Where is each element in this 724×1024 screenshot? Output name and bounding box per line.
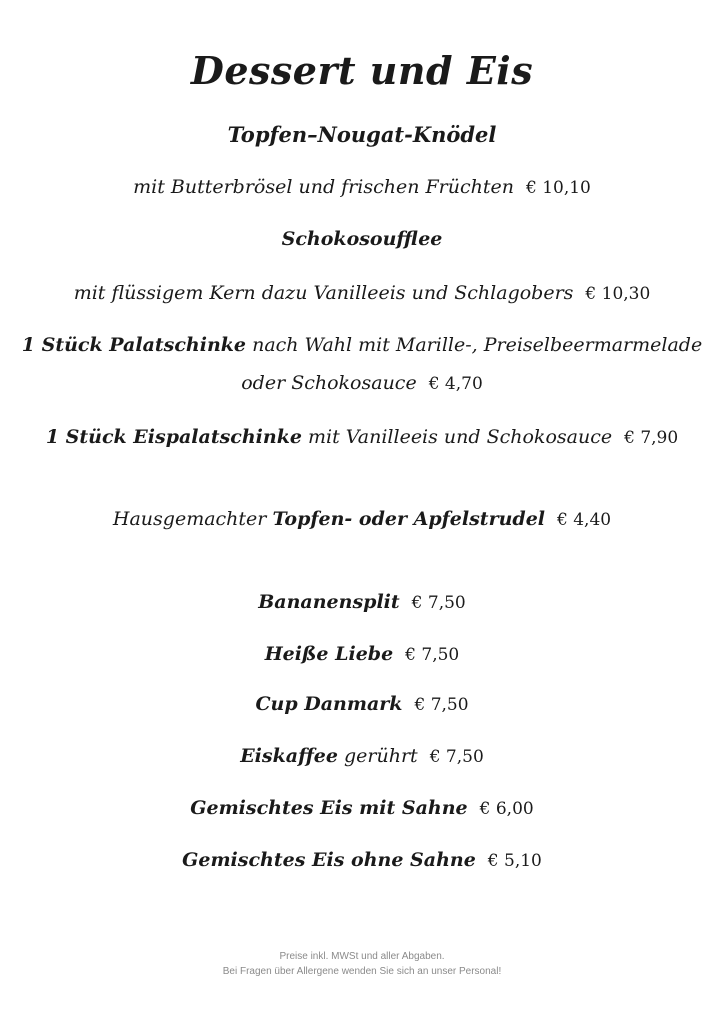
dish-name: Heiße Liebe <box>264 643 394 665</box>
dish-name: Eiskaffee <box>240 745 338 767</box>
menu-item-eis-ohne-sahne <box>0 849 724 871</box>
menu-item-knoedel-name <box>0 122 724 147</box>
dish-name: 1 Stück Eispalatschinke <box>45 426 302 448</box>
dish-description: gerührt <box>344 745 418 767</box>
dish-price: € 7,50 <box>429 747 484 767</box>
menu-item-knoedel-description <box>0 176 724 198</box>
dish-price: € 7,50 <box>411 593 466 613</box>
dish-name: Gemischtes Eis mit Sahne <box>190 797 468 819</box>
menu-item-souffle-name <box>0 228 724 250</box>
dish-prefix: Hausgemachter <box>112 508 267 530</box>
footer-note <box>0 949 724 979</box>
menu-item-souffle-description <box>0 282 724 304</box>
dish-price: € 7,90 <box>624 428 679 448</box>
menu-item-cup-danmark <box>0 693 724 715</box>
dish-price: € 7,50 <box>405 645 460 665</box>
dish-name: Topfen- oder Apfelstrudel <box>272 508 545 530</box>
menu-item-bananensplit <box>0 591 724 613</box>
menu-item-strudel <box>0 508 724 530</box>
menu-item-eis-mit-sahne <box>0 797 724 819</box>
dish-name: Topfen–Nougat-Knödel <box>227 122 497 147</box>
footer-price-note: Preise inkl. MWSt und aller Abgaben. <box>279 951 445 962</box>
dish-name: Cup Danmark <box>255 693 403 715</box>
menu-item-palatschinke-line1 <box>0 334 724 356</box>
dish-price: € 5,10 <box>487 851 542 871</box>
menu-item-eispalatschinke <box>0 426 724 448</box>
dish-price: € 4,40 <box>557 510 612 530</box>
dish-price: € 7,50 <box>414 695 469 715</box>
dish-name: Schokosoufflee <box>281 228 443 250</box>
dish-price: € 10,30 <box>585 284 651 304</box>
dish-name: Bananensplit <box>258 591 400 613</box>
dish-description: mit Vanilleeis und Schokosauce <box>308 426 613 448</box>
dish-price: € 4,70 <box>428 374 483 394</box>
footer-allergen-note: Bei Fragen über Allergene wenden Sie sich an unser Personal! <box>222 966 502 977</box>
dish-description: nach Wahl mit Marille-, Preiselbeermarmelade <box>252 334 703 356</box>
menu-item-palatschinke-line2 <box>0 372 724 394</box>
dish-price: € 6,00 <box>479 799 534 819</box>
dish-description: mit flüssigem Kern dazu Vanilleeis und Schlagobers <box>73 282 574 304</box>
page-title: Dessert und Eis <box>190 48 534 93</box>
dish-name: 1 Stück Palatschinke <box>21 334 247 356</box>
menu-item-eiskaffee <box>0 745 724 767</box>
dish-name: Gemischtes Eis ohne Sahne <box>182 849 476 871</box>
dish-price: € 10,10 <box>525 178 591 198</box>
dish-description: oder Schokosauce <box>241 372 417 394</box>
dish-description: mit Butterbrösel und frischen Früchten <box>133 176 514 198</box>
menu-item-heisse-liebe <box>0 643 724 665</box>
